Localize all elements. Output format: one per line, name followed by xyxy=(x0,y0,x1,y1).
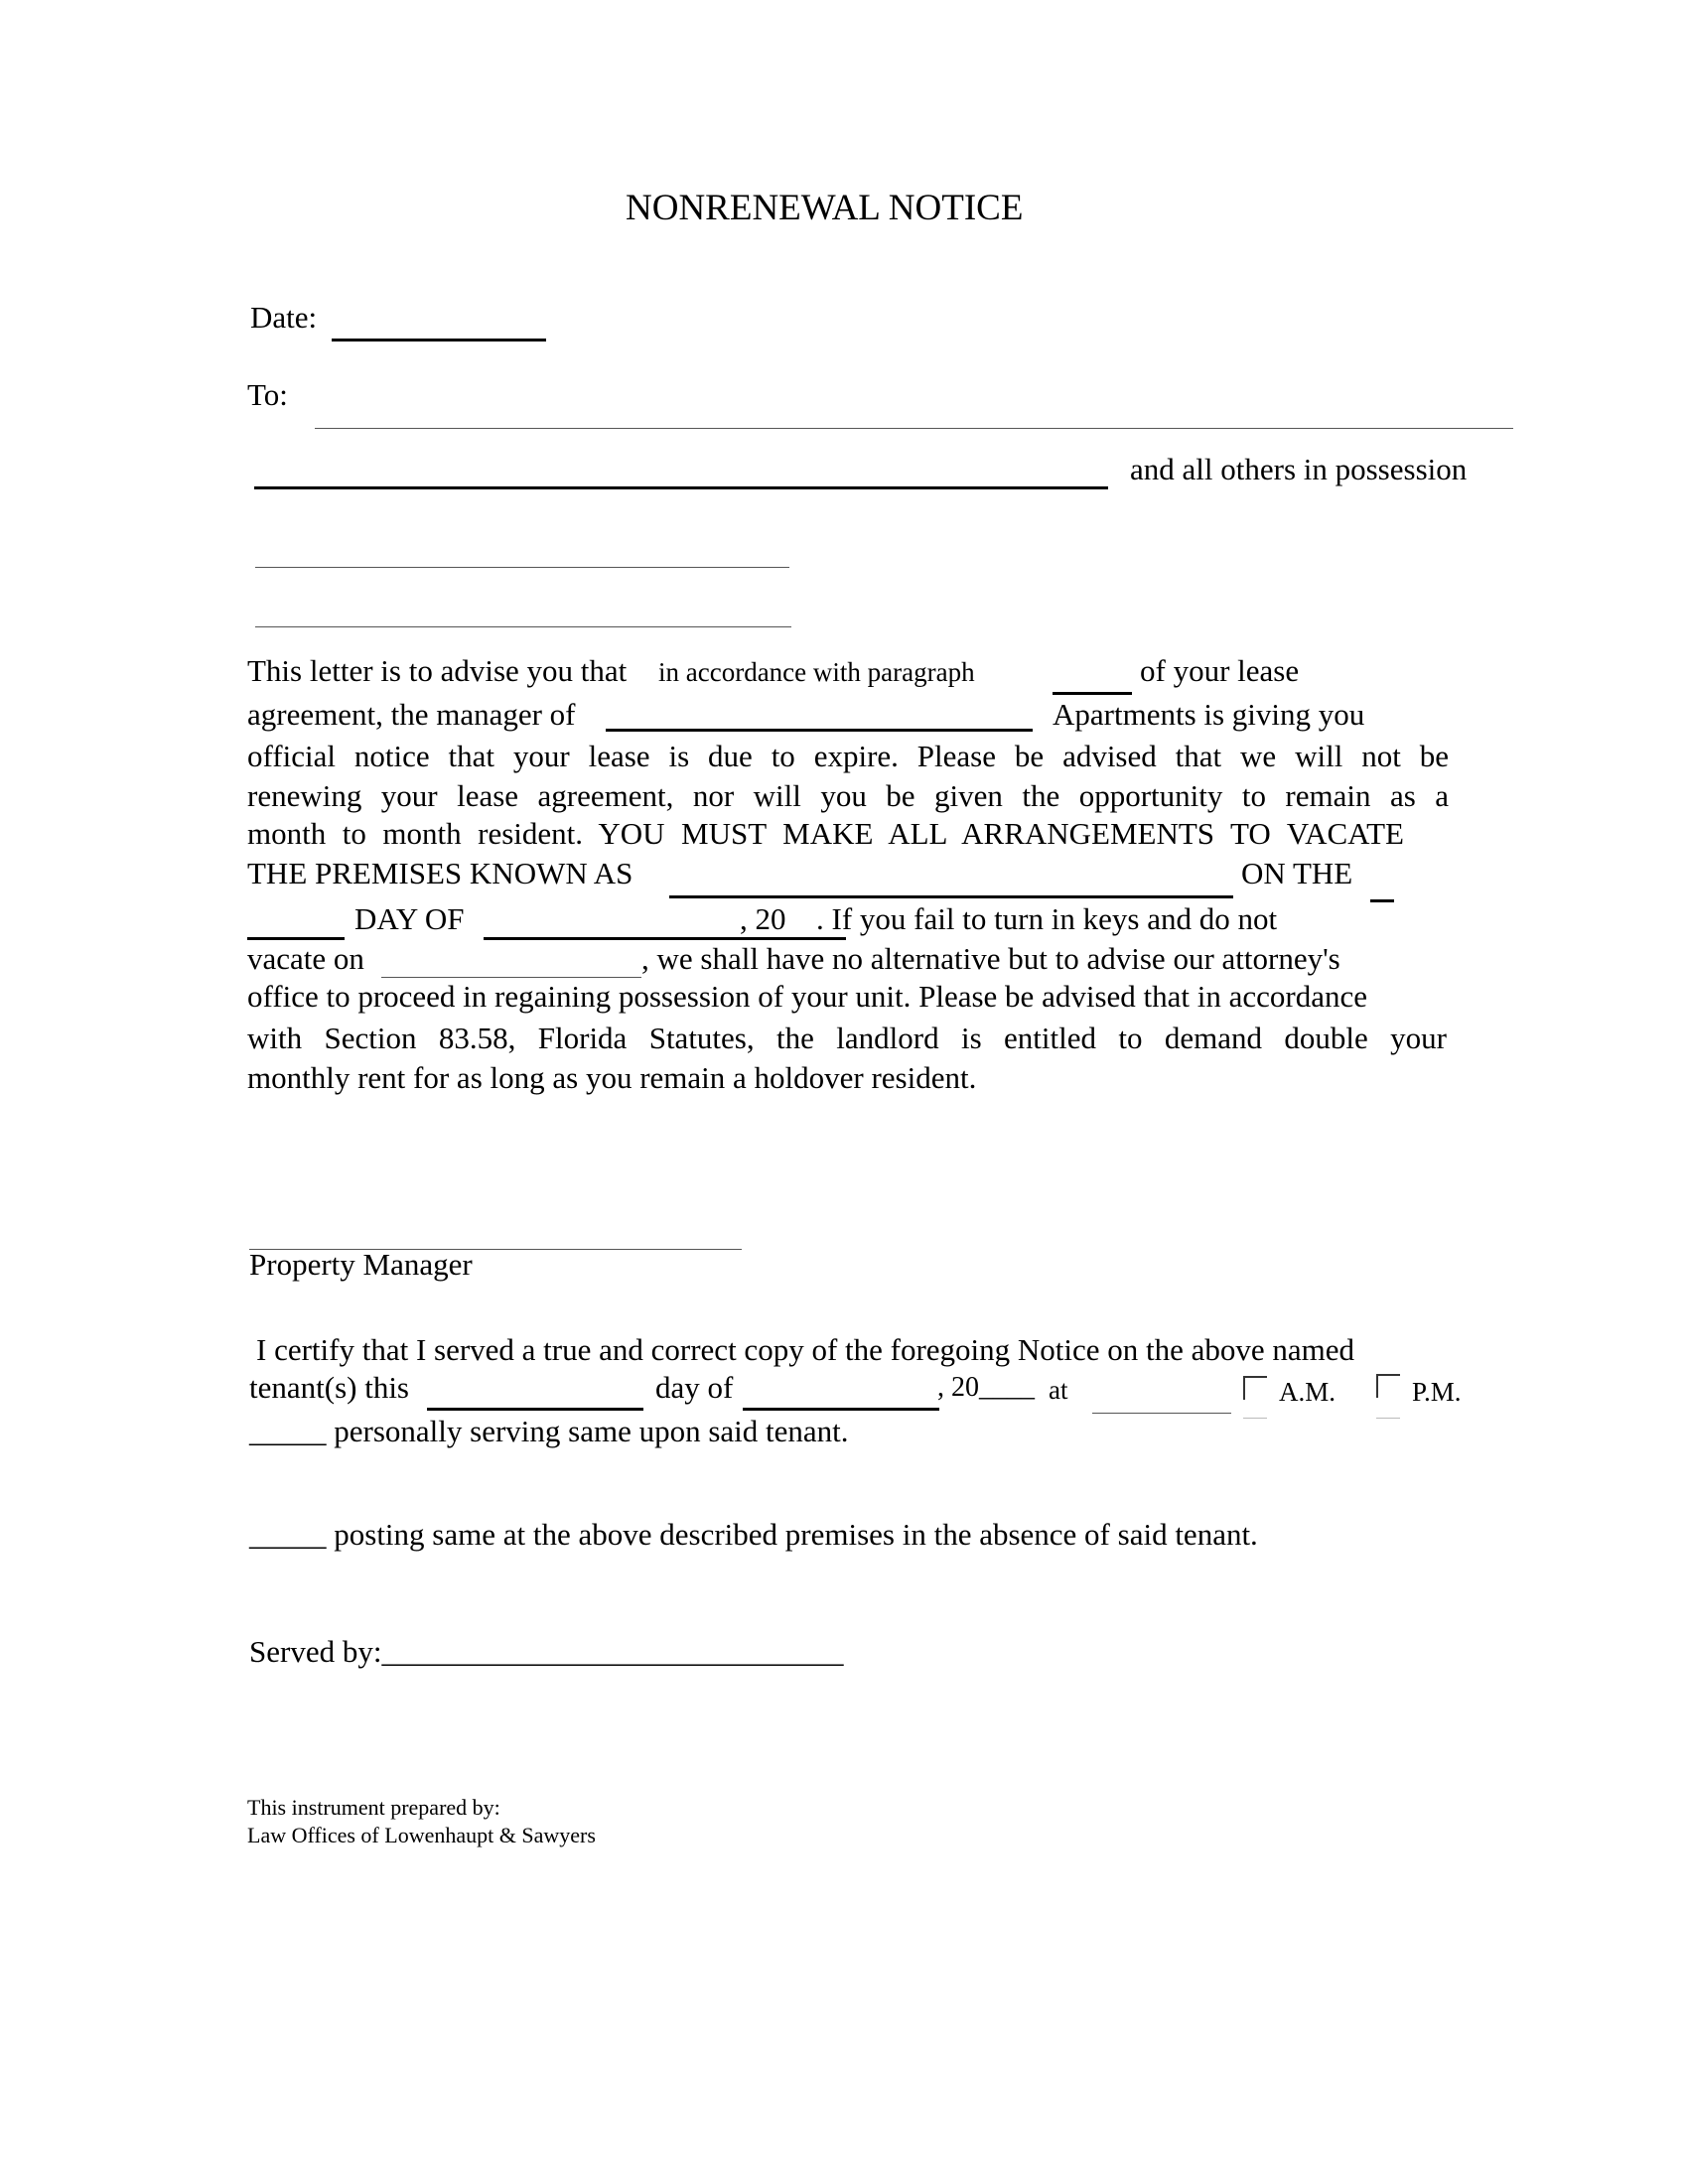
property-manager-label: Property Manager xyxy=(249,1247,473,1282)
premises-field[interactable] xyxy=(669,895,1233,898)
pm-label: P.M. xyxy=(1412,1377,1462,1407)
body-line-6a: THE PREMISES KNOWN AS xyxy=(247,856,633,890)
service-time-field[interactable] xyxy=(1092,1413,1231,1414)
paragraph-number-field[interactable] xyxy=(1053,692,1132,695)
served-by-line: Served by:______________________________ xyxy=(249,1634,844,1669)
body-line-8a: vacate on xyxy=(247,941,364,976)
apartment-name-field[interactable] xyxy=(606,729,1033,732)
body-line-9: office to proceed in regaining possession of your unit. Please be advised that in accordance xyxy=(247,979,1367,1014)
law-firm-name: Law Offices of Lowenhaupt & Sawyers xyxy=(247,1823,596,1847)
prepared-by-label: This instrument prepared by: xyxy=(247,1795,500,1820)
body-line-7b: , 20 xyxy=(740,901,786,936)
body-line-1b: in accordance with paragraph xyxy=(658,657,975,687)
personal-service-option: _____ personally serving same upon said tenant. xyxy=(249,1414,849,1448)
month-field[interactable] xyxy=(484,937,846,940)
body-line-10: with Section 83.58, Florida Statutes, the landlord is entitled to demand double your xyxy=(247,1021,1447,1055)
to-field[interactable] xyxy=(315,428,1513,429)
body-line-3: official notice that your lease is due to expire. Please be advised that we will not be xyxy=(247,739,1449,773)
date-label: Date: xyxy=(250,300,318,335)
body-line-1a: This letter is to advise you that xyxy=(247,653,628,688)
pm-checkbox[interactable] xyxy=(1376,1374,1400,1398)
certificate-line-1: I certify that I served a true and correct copy of the foregoing Notice on the above named xyxy=(256,1332,1355,1367)
day-number-field[interactable] xyxy=(247,937,345,940)
pm-checkbox-base xyxy=(1376,1418,1400,1419)
to-label: To: xyxy=(247,377,288,412)
certificate-line-2a: tenant(s) this xyxy=(249,1370,409,1405)
address-line-1[interactable] xyxy=(255,567,789,568)
body-line-1c: of your lease xyxy=(1140,653,1300,688)
body-line-2a: agreement, the manager of xyxy=(247,697,576,732)
body-line-11: monthly rent for as long as you remain a holdover resident. xyxy=(247,1060,977,1095)
body-line-4: renewing your lease agreement, nor will you be given the opportunity to remain as a xyxy=(247,778,1449,813)
date-field[interactable] xyxy=(332,339,546,341)
certificate-line-2b: day of xyxy=(655,1370,734,1405)
am-label: A.M. xyxy=(1279,1377,1336,1407)
on-the-field-start[interactable] xyxy=(1370,899,1394,902)
body-line-5: month to month resident. YOU MUST MAKE ALL ARRANGEMENTS TO VACATE xyxy=(247,816,1404,851)
body-line-7a: DAY OF xyxy=(354,901,465,936)
certificate-line-2c: , 20____ xyxy=(937,1372,1035,1403)
service-month-field[interactable] xyxy=(743,1408,939,1411)
am-checkbox[interactable] xyxy=(1243,1376,1267,1400)
possession-text: and all others in possession xyxy=(1130,452,1468,486)
certificate-line-2d: at xyxy=(1049,1375,1068,1405)
posting-service-option: _____ posting same at the above described premises in the absence of said tenant. xyxy=(249,1517,1258,1552)
service-day-field[interactable] xyxy=(427,1408,643,1411)
am-checkbox-base xyxy=(1243,1418,1267,1419)
document-title: NONRENEWAL NOTICE xyxy=(626,188,1024,228)
recipient-name-field[interactable] xyxy=(254,486,1108,489)
vacate-date-field[interactable] xyxy=(381,977,641,978)
body-line-2b: Apartments is giving you xyxy=(1053,697,1365,732)
body-line-7c: . If you fail to turn in keys and do not xyxy=(816,901,1278,936)
body-line-6b: ON THE xyxy=(1241,856,1353,890)
address-line-2[interactable] xyxy=(255,626,791,627)
body-line-8b: , we shall have no alternative but to advise our attorney's xyxy=(641,941,1340,976)
